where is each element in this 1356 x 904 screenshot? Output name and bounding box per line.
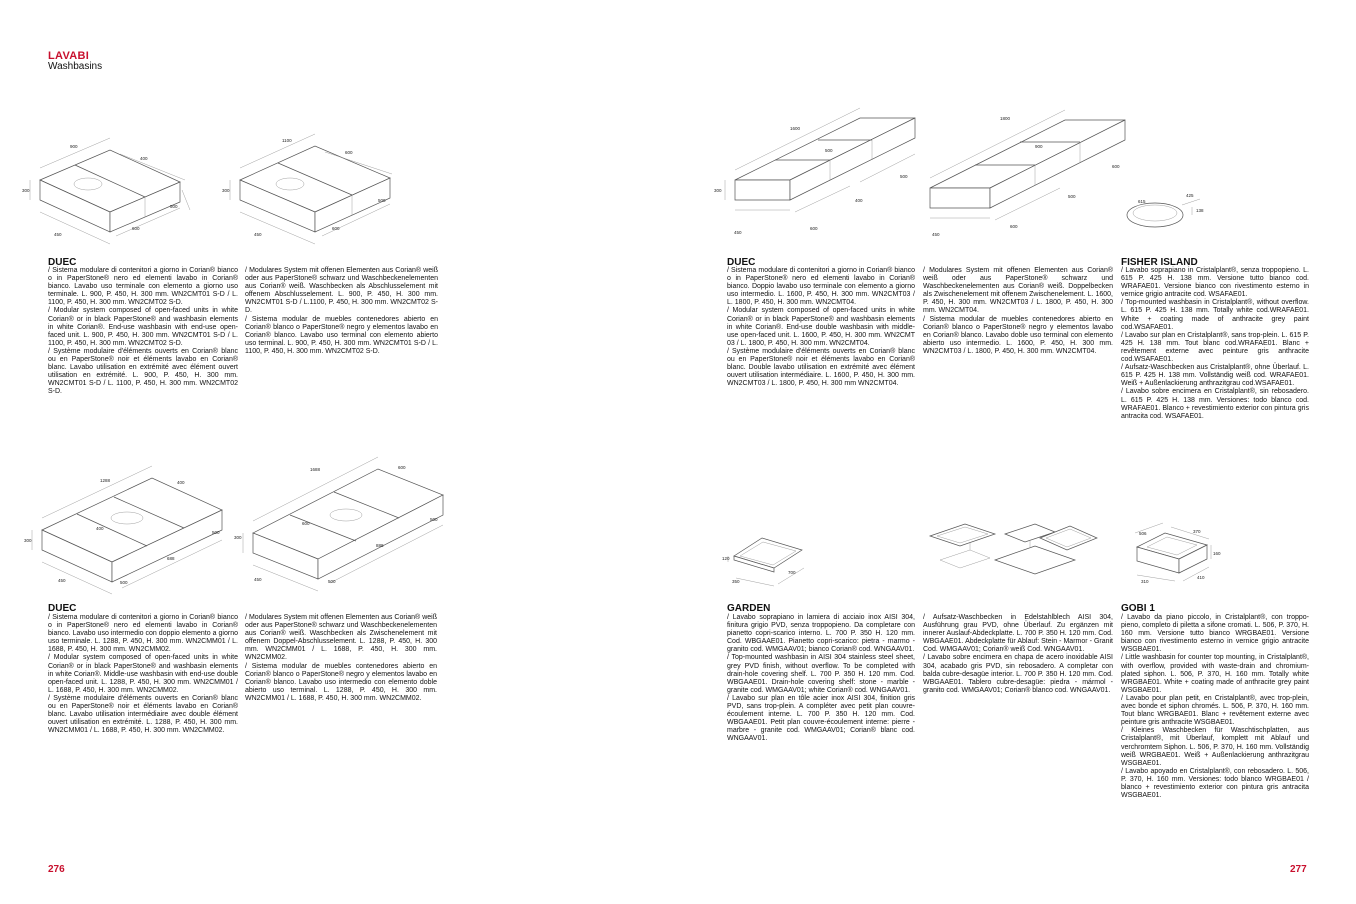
drawing-garden-assembly xyxy=(925,520,1100,580)
drawing-duec-1800 xyxy=(920,110,1130,240)
dim-label: 600 xyxy=(302,521,310,526)
dim-label: 600 xyxy=(332,226,340,231)
dim-label: 450 xyxy=(734,230,742,235)
dim-label: 615 xyxy=(1138,199,1146,204)
product-description-col2: / Modulares System mit offenen Elementen aus Corian® weiß oder aus PaperStone® schwarz und Waschbeckenelementen aus Corian® weiß. Waschbecken als Abschlusselement mit offenem Abschlusselement. L. 900, P. 450, H. 300 mm. WN2CMT01 S-D / L.1100, P. 450, H. 300 mm. WN2CMT02 S-D. / Sistema modular de muebles contenedores abierto en Corian® blanco o PaperStone® negro y elementos lavabo en Corian® blanco. Lavabo uso terminal con elemento abierto uso terminal. L. 900, P. 450, H. 300 mm. WN2CMT01 S-D / L. 1100, P. 450, H. 300 mm. WN2CMT02 S-D. xyxy=(245,267,438,355)
dim-label: 1288 xyxy=(100,478,111,483)
dim-label: 600 xyxy=(1010,224,1018,229)
dim-label: 310 xyxy=(1141,579,1149,584)
dim-label: 410 xyxy=(1197,575,1205,580)
drawing-fisher-island xyxy=(1120,185,1220,245)
product-description-col1: / Lavabo soprapiano in Cristalplant®, senza troppopieno. L. 615 P. 425 H. 138 mm. Versione tutto bianco cod. WRAFAE01. Versione bianco con rivestimento esterno in vernice grigio antracite cod. WSAFAE01. / Top-mounted washbasin in Cristalplant®, without overflow. L. 615 P. 425 H. 138 mm. Totally white cod.WRAFAE01. White + coating made of anthracite grey paint cod.WSAFAE01. / Lavabo sur plan en Cristalplant®, sans trop-plein. L. 615 P. 425 H. 138 mm. Tout blanc cod.WRAFAE01. Blanc + revêtement externe avec peinture gris anthracite cod.WSAFAE01. / Aufsatz-Waschbecken aus Cristalplant®, ohne Überlauf. L. 615 P. 425 H. 138 mm. Vollständig weiß cod. WRAFAE01. Weiß + Außenlackierung anthrazitgrau cod.WSAFAE01. / Lavabo sobre encimera en Cristalplant®, sin rebosadero. L. 615 P. 425 H. 138 mm. Versiones: todo blanco cod. WRAFAE01. Blanco + revestimiento exterior con pintura gris antracita cod. WSAFAE01. xyxy=(1121,267,1309,420)
dim-label: 1688 xyxy=(310,467,321,472)
dim-label: 600 xyxy=(132,226,140,231)
page-number-right: 277 xyxy=(1290,864,1307,875)
dim-label: 688 xyxy=(167,556,175,561)
dim-label: 450 xyxy=(932,232,940,237)
dim-label: 600 xyxy=(398,465,406,470)
dim-label: 300 xyxy=(234,535,242,540)
dim-label: 500 xyxy=(1068,194,1076,199)
dim-label: 370 xyxy=(1193,529,1201,534)
product-name: FISHER ISLAND xyxy=(1121,257,1198,268)
dim-label: 500 xyxy=(430,517,438,522)
product-name: DUEC xyxy=(48,257,77,268)
dim-label: 400 xyxy=(855,198,863,203)
drawing-duec-1600 xyxy=(714,100,920,240)
dim-label: 160 xyxy=(1213,551,1221,556)
product-description-col2: / Aufsatz-Waschbecken in Edelstahlblech AISI 304, Ausführung grau PVD, ohne Überlauf. Zu ergänzen mit innerer Auslauf-Abdeckplatte. L. 700 P. 350 H. 120 mm. Cod. WBGAAE01. Abdeckplatte für Ablauf: Stein - Marmor - Granit Cod. WMGAAV01; Corian® weiß Cod. WNGAAV01. / Lavabo sobre encimera en chapa de acero inoxidable AISI 304, acabado gris PVD, sin rebosadero. A completar con balda cubre-desagüe interior. L. 700 P. 350 H. 120 mm. Cod. WBGAAE01. Tablero cubre-desagüe: piedra - mármol - granito cod. WMGAAV01; Corian® blanco cod. WNGAAV01. xyxy=(923,614,1113,694)
dim-label: 1100 xyxy=(282,138,292,143)
dim-label: 600 xyxy=(810,226,818,231)
dim-label: 500 xyxy=(900,174,908,179)
dim-label: 450 xyxy=(58,578,66,583)
dim-label: 400 xyxy=(177,480,185,485)
dim-label: 400 xyxy=(140,156,148,161)
dim-label: 450 xyxy=(254,577,262,582)
dim-label: 500 xyxy=(378,198,386,203)
dim-label: 600 xyxy=(345,150,353,155)
dim-label: 450 xyxy=(254,232,262,237)
dim-label: 300 xyxy=(22,188,30,193)
dim-label: 138 xyxy=(1196,208,1204,213)
dim-label: 900 xyxy=(1035,144,1043,149)
product-description-col1: / Sistema modulare di contenitori a giorno in Corian® bianco o in PaperStone® nero ed elementi lavabo in Corian® bianco. Lavabo uso intermedio con doppio elemento a giorno uso terminale. L. 1288, P. 450, H. 300 mm. WN2CMM01 / L. 1688, P. 450, H. 300 mm. WN2CMM02. / Modular system composed of open-faced units in white Corian® or in black PaperStone® and washbasin elements in white Corian®. Middle-use washbasin with end-use double open-faced unit. L. 1288, P. 450, H. 300 mm. WN2CMM01 / L. 1688, P. 450, H. 300 mm. WN2CMM02. / Système modulaire d'éléments ouverts en Corian® blanc ou en PaperStone® noir et éléments lavabo en Corian® blanc. Lavabo utilisation intermédiaire avec double élément ouvert utilisation en extrémité. L. 1288, P. 450, H. 300 mm. WN2CMM01 / L. 1688, P. 450, H. 300 mm. WN2CMM02. xyxy=(48,614,238,735)
dim-label: 500 xyxy=(120,580,128,585)
dim-label: 300 xyxy=(24,538,32,543)
dim-label: 400 xyxy=(96,526,104,531)
product-name: DUEC xyxy=(48,603,77,614)
dim-label: 700 xyxy=(788,570,796,575)
product-name: GOBI 1 xyxy=(1121,603,1155,614)
section-title: LAVABI xyxy=(48,50,90,62)
product-description-col1: / Lavabo da piano piccolo, in Cristalplant®, con troppo-pieno, completo di piletta a sifone cromati. L. 506, P. 370, H. 160 mm. Versione tutto bianco WRGBAE01. Versione bianco con rivestimento esterno in vernice grigio antracite WSGBAE01. / Little washbasin for counter top mounting, in Cristalplant®, with overflow, provided with waste-drain and chromium-plated siphon. L. 506, P. 370, H. 160 mm. Totally white WRGBAE01. White + coating made of anthracite grey paint WSGBAE01. / Lavabo pour plan petit, en Cristalplant®, avec trop-plein, avec bonde et siphon chromés. L. 506, P. 370, H. 160 mm. Tout blanc WRGBAE01. Blanc + revêtement externe avec peinture gris anthracite WSGBAE01. / Kleines Waschbecken für Waschtischplatten, aus Cristalplant®, mit Überlauf, komplett mit Ablauf und verchromtem Siphon. L. 506, P. 370, H. 160 mm. Vollständig weiß WRGBAE01. Weiß + Außenlackierung anthrazitgrau WSGBAE01. / Lavabo apoyado en Cristalplant®, con rebosadero. L. 506, P. 370, H. 160 mm. Versiones: todo blanco WRGBAE01 / blanco + revestimiento exterior con pintura gris antracita WSGBAE01. xyxy=(1121,614,1309,800)
page-number-left: 276 xyxy=(48,864,65,875)
product-description-col2: / Modulares System mit offenen Elementen aus Corian® weiß oder aus PaperStone® schwarz und Waschbeckenelementen aus Corian® weiß. Doppelbecken als Zwischenelement mit offenem Zwischenelement. L. 1600, P. 450, H. 300 mm. WN2CMT03 / L. 1800, P. 450, H. 300 mm. WN2CMT04. / Sistema modular de muebles contenedores abierto en Corian® blanco o PaperStone® negro y elementos lavabo en Corian® blanco. Lavabo doble uso terminal con elemento abierto uso intermedio. L. 1600, P. 450, H. 300 mm. WN2CMT03 / L. 1800, P. 450, H. 300 mm. WN2CMT04. xyxy=(923,267,1113,355)
product-description-col1: / Lavabo soprapiano in lamiera di acciaio inox AISI 304, finitura grigio PVD, senza troppopieno. Da completare con pianetto copri-scarico interno. L. 700 P. 350 H. 120 mm. Cod. WBGAAE01. Pianetto copri-scarico: pietra - marmo - granito cod. WMGAAV01; bianco Corian® cod. WNGAAV01. / Top-mounted washbasin in AISI 304 stainless steel sheet, grey PVD finish, without overflow. To be completed with drain-hole covering shelf. L. 700 P. 350 H. 120 mm. Cod. WBGAAE01. Drain-hole covering shelf: stone - marble - granite cod. WMGAAV01; white Corian® cod. WNGAAV01. / Lavabo sur plan en tôle acier inox AISI 304, finition gris PVD, sans trop-plein. A compléter avec petit plan couvre-écoulement interne. L. 700 P. 350 H. 120 mm. Cod. WBGAAE01. Petit plan couvre-écoulement interne: pierre - marbre - granite cod. WMGAAV01; Corian® blanc cod. WNGAAV01. xyxy=(727,614,915,743)
dim-label: 350 xyxy=(732,579,740,584)
dim-label: 425 xyxy=(1186,193,1194,198)
dim-label: 120 xyxy=(722,556,730,561)
drawing-duec-900 xyxy=(22,140,200,240)
dim-label: 1800 xyxy=(1000,116,1011,121)
drawing-garden xyxy=(722,528,812,588)
dim-label: 500 xyxy=(212,530,220,535)
product-name: GARDEN xyxy=(727,603,771,614)
dim-label: 506 xyxy=(1139,531,1147,536)
drawing-duec-1288 xyxy=(24,470,232,590)
product-description-col1: / Sistema modulare di contenitori a giorno in Corian® bianco o in PaperStone® nero ed elementi lavabo in Corian® bianco. Lavabo uso terminale con elemento a giorno uso terminale. L. 900, P. 450, H. 300 mm. WN2CMT01 S-D / L. 1100, P. 450, H. 300 mm. WN2CMT02 S-D. / Modular system composed of open-faced units in white Corian® or in black PaperStone® and washbasin elements in white Corian®. End-use washbasin with end-use open-faced unit. L. 900, P. 450, H. 300 mm. WN2CMT01 S-D / L. 1100, P. 450, H. 300 mm. WN2CMT02 S-D. / Système modulaire d'éléments ouverts en Corian® blanc ou en PaperStone® noir et éléments lavabo en Corian® blanc. Lavabo utilisation en extrémité avec élément ouvert utilisation en extrémité. L. 900, P. 450, H. 300 mm. WN2CMT01 S-D / L. 1100, P. 450, H. 300 mm. WN2CMT02 S-D. xyxy=(48,267,238,396)
dim-label: 300 xyxy=(714,188,722,193)
drawing-duec-1100 xyxy=(222,138,400,240)
drawing-duec-1688 xyxy=(234,455,448,585)
dim-label: 888 xyxy=(376,543,384,548)
product-name: DUEC xyxy=(727,257,756,268)
product-description-col2: / Modulares System mit offenen Elementen aus Corian® weiß oder aus PaperStone® schwarz und Waschbeckenelementen aus Corian® weiß. Waschbecken als Zwischenelement mit offenem Doppel-Abschlusselement. L. 1288, P. 450, H. 300 mm. WN2CMM01 / L. 1688, P. 450, H. 300 mm. WN2CMM02. / Sistema modular de muebles contenedores abierto en Corian® blanco o PaperStone® negro y elementos lavabo en Corian® blanco. Lavabo uso intermedio con elemento doble abierto uso terminal. L. 1288, P. 450, H. 300 mm. WN2CMM01 / L. 1688, P. 450, H. 300 mm. WN2CMM02. xyxy=(245,614,437,702)
dim-label: 600 xyxy=(1112,164,1120,169)
dim-label: 500 xyxy=(825,148,833,153)
dim-label: 900 xyxy=(70,144,78,149)
section-subtitle: Washbasins xyxy=(48,61,103,72)
dim-label: 500 xyxy=(328,579,336,584)
dim-label: 450 xyxy=(54,232,62,237)
dim-label: 500 xyxy=(170,204,178,209)
product-description-col1: / Sistema modulare di contenitori a giorno in Corian® bianco o in PaperStone® nero ed elementi lavabo in Corian® bianco. Doppio lavabo uso terminale con elemento a giorno uso intermedio. L. 1600, P. 450, H. 300 mm. WN2CMT03 / L. 1800, P. 450, H. 300 mm. WN2CMT04. / Modular system composed of open-faced units in white Corian® or in black PaperStone® and washbasin elements in white Corian®. End-use double washbasin with middle-use open-faced unit. L. 1600, P. 450, H. 300 mm. WN2CMT 03 / L. 1800, P. 450, H. 300 mm. WN2CMT04. / Système modulaire d'éléments ouverts en Corian® blanc ou en PaperStone® noir et éléments lavabo en Corian® blanc. Double lavabo utilisation en extrémité avec élément ouvert utilisation intermédiaire. L. 1600, P. 450, H. 300 mm. WN2CMT03 / L. 1800, P. 450, H. 300 mm WN2CMT04. xyxy=(727,267,915,388)
drawing-gobi xyxy=(1125,525,1225,585)
dim-label: 1600 xyxy=(790,126,801,131)
dim-label: 300 xyxy=(222,188,230,193)
